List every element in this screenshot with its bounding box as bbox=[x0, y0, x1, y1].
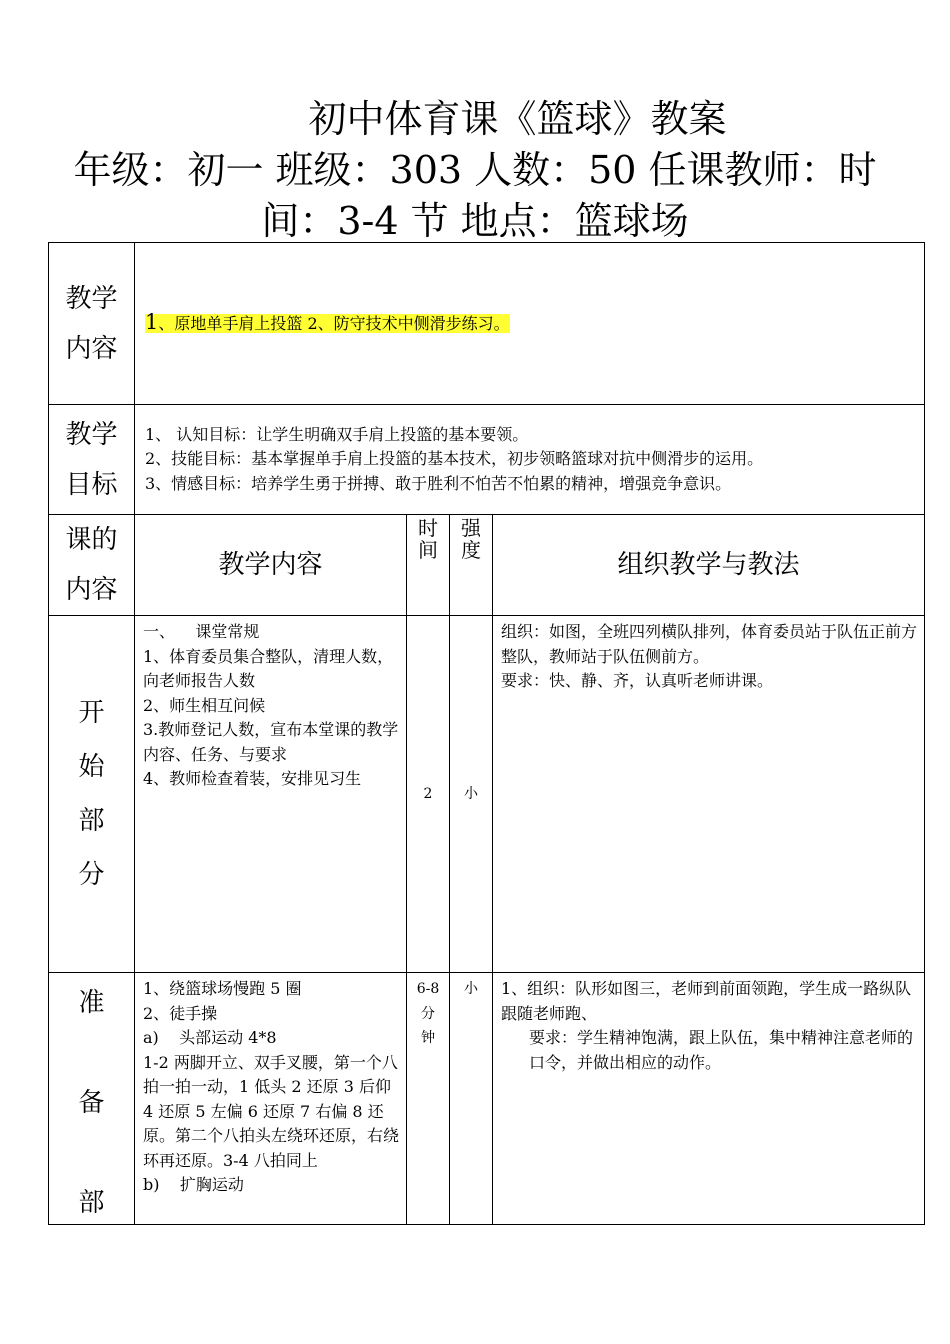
start-content-line: 1、体育委员集合整队，清理人数，向老师报告人数 bbox=[143, 646, 394, 690]
teaching-goals-label bbox=[49, 405, 135, 515]
header-lesson-part bbox=[49, 515, 135, 616]
start-content-line: 3.教师登记人数，宣布本堂课的教学内容、任务、与要求 bbox=[143, 720, 399, 764]
start-label-char: 开 bbox=[78, 698, 105, 728]
prep-label-char: 备 bbox=[78, 1088, 105, 1118]
teaching-goals-label-text: 教学目标 bbox=[65, 419, 118, 500]
start-section-content bbox=[135, 616, 407, 973]
prep-time bbox=[407, 973, 450, 1225]
page-title: 初中体育课《篮球》教案 bbox=[308, 97, 727, 141]
start-section-method bbox=[493, 616, 925, 973]
start-method-line: 组织：如图，全班四列横队排列，体育委员站于队伍正前方整队，教师站于队伍侧前方。 bbox=[501, 622, 918, 666]
start-intensity: 小 bbox=[450, 616, 493, 973]
header-method: 组织教学与教法 bbox=[493, 515, 925, 616]
start-content-line: 2、师生相互问候 bbox=[143, 695, 266, 715]
teaching-goals-row bbox=[49, 405, 925, 515]
start-content-line: 4、教师检查着装，安排见习生 bbox=[143, 769, 362, 788]
prep-content-line: 1、绕篮球场慢跑 5 圈 bbox=[143, 979, 302, 998]
goal-item: 1、 认知目标：让学生明确双手肩上投篮的基本要领。 bbox=[145, 424, 529, 444]
teaching-content-label-text: 教学内容 bbox=[65, 283, 118, 364]
lesson-plan-table bbox=[48, 242, 925, 1225]
prep-content-line: b) 扩胸运动 bbox=[143, 1175, 244, 1194]
start-section-label bbox=[49, 616, 135, 973]
prep-label-char: 准 bbox=[78, 988, 105, 1018]
header-lesson-part-text: 课的内容 bbox=[65, 525, 118, 605]
prep-content-line: 2、徒手操 bbox=[143, 1003, 218, 1023]
teaching-content-number: 1 bbox=[145, 310, 159, 335]
teaching-content-row bbox=[49, 243, 925, 405]
goal-item: 2、技能目标：基本掌握单手肩上投篮的基本技术，初步领略篮球对抗中侧滑步的运用。 bbox=[145, 449, 764, 469]
header-intensity bbox=[450, 515, 493, 616]
prep-method-line: 要求：学生精神饱满，跟上队伍，集中精神注意老师的口令，并做出相应的动作。 bbox=[529, 1028, 914, 1072]
start-label-char: 分 bbox=[78, 860, 105, 890]
header-intensity-text: 强度 bbox=[461, 516, 481, 562]
start-label-char: 始 bbox=[78, 752, 105, 782]
prep-section-label bbox=[49, 973, 135, 1225]
prep-label-char: 部 bbox=[78, 1188, 105, 1218]
teaching-goals-cell bbox=[135, 405, 925, 515]
start-label-char: 部 bbox=[78, 806, 105, 836]
title-info-line-1: 年级：初一 班级：303 人数：50 任课教师：时 bbox=[73, 148, 877, 192]
teaching-content-label bbox=[49, 243, 135, 405]
prep-section-content bbox=[135, 973, 407, 1225]
goal-item: 3、情感目标：培养学生勇于拼搏、敢于胜利不怕苦不怕累的精神，增强竞争意识。 bbox=[145, 473, 732, 493]
start-time: 2 bbox=[407, 616, 450, 973]
teaching-content-items: 、原地单手肩上投篮 2、防守技术中侧滑步练习。 bbox=[158, 314, 510, 334]
prep-content-line: a) 头部运动 4*8 bbox=[143, 1028, 277, 1047]
header-time-text: 时间 bbox=[418, 516, 438, 562]
prep-content-line: 1-2 两脚开立、双手叉腰，第一个八拍一拍一动，1 低头 2 还原 3 后仰 4 还原 5 左偏 6 还原 7 右偏 8 还原。第二个八拍头左绕环还原，右绕环再还原。3-4 八拍同上 bbox=[143, 1052, 400, 1170]
prep-time-text: 6-8 分钟 bbox=[416, 981, 440, 1046]
teaching-content-text bbox=[145, 310, 510, 335]
start-section-row bbox=[49, 616, 925, 973]
prep-intensity: 小 bbox=[450, 973, 493, 1225]
header-teaching-content: 教学内容 bbox=[135, 515, 407, 616]
prep-method-line: 1、组织：队形如图三，老师到前面领跑，学生成一路纵队跟随老师跑、 bbox=[501, 979, 912, 1023]
section-header-row bbox=[49, 515, 925, 616]
teaching-content-cell bbox=[135, 243, 925, 405]
start-content-line: 一、 课堂常规 bbox=[143, 622, 260, 641]
start-method-line: 要求：快、静、齐，认真听老师讲课。 bbox=[501, 671, 774, 690]
prep-section-method bbox=[493, 973, 925, 1225]
header-time bbox=[407, 515, 450, 616]
title-info-line-2: 间：3-4 节 地点：篮球场 bbox=[261, 199, 689, 243]
prep-section-row bbox=[49, 973, 925, 1225]
